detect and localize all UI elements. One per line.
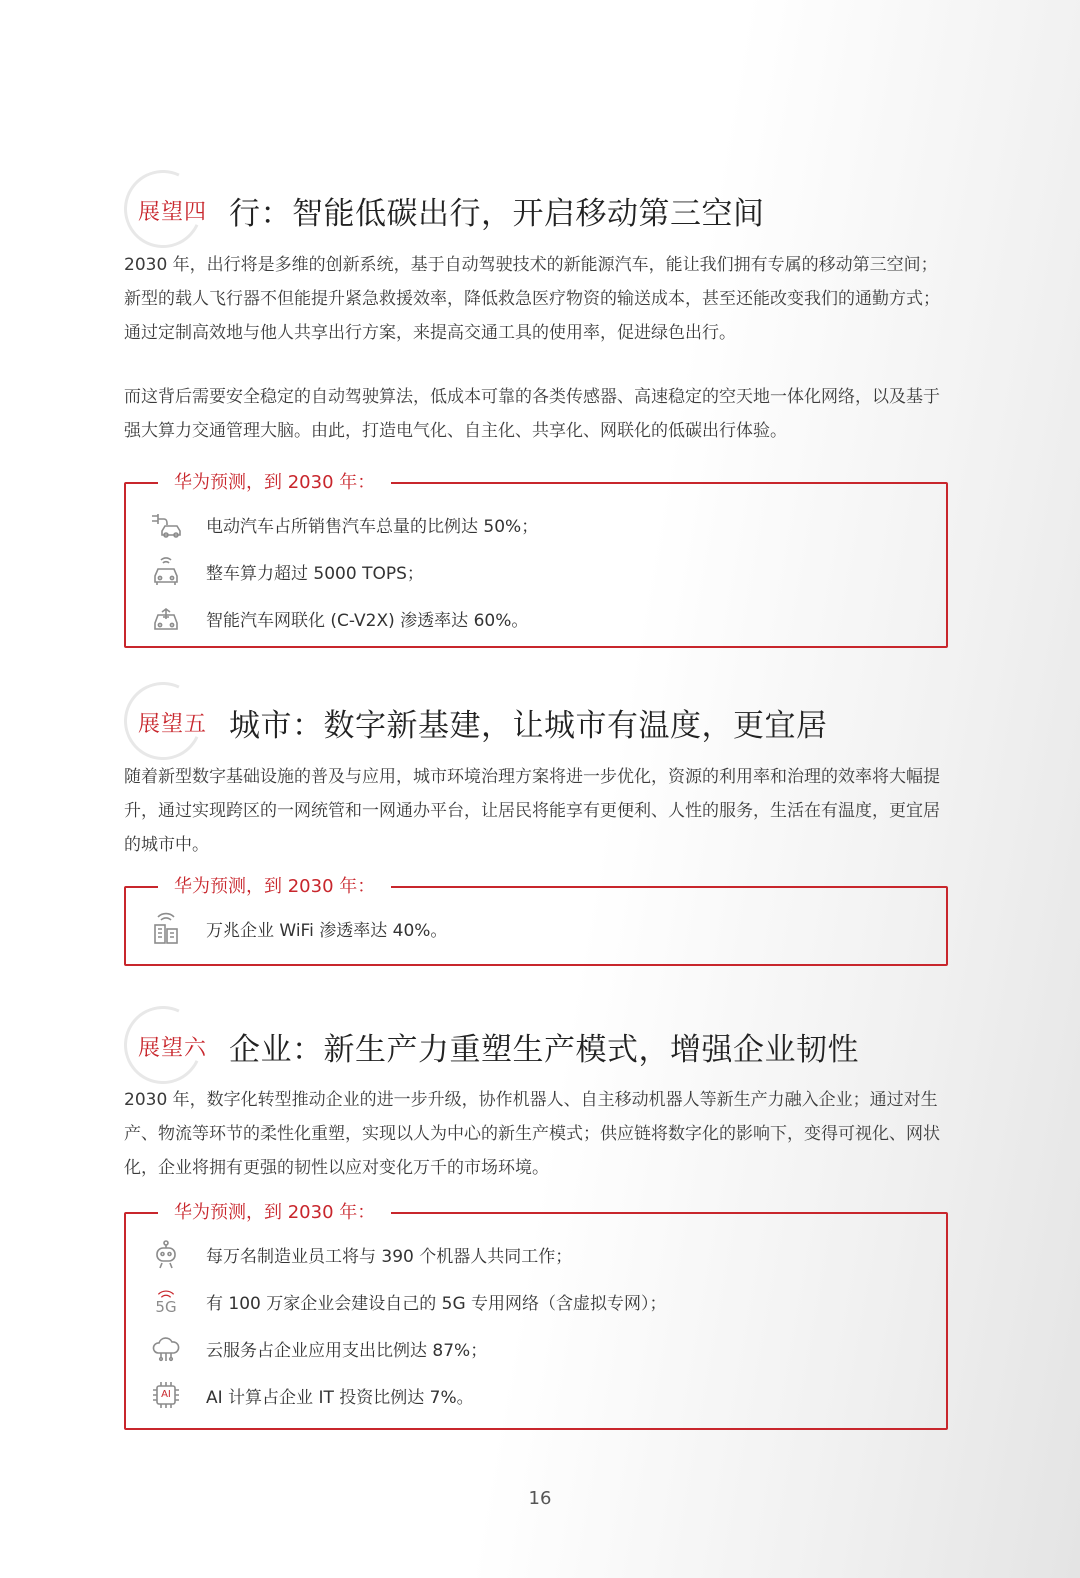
section-paragraph: 随着新型数字基础设施的普及与应用，城市环境治理方案将进一步优化，资源的利用率和治理的效率将大幅提升，通过实现跨区的一网统管和一网通办平台，让居民将能享有更便利、人性的服务，生活在有温度，更宜居的城市中。 (124, 767, 940, 855)
forecast-box (124, 1202, 948, 1430)
section-header-5 (124, 692, 828, 752)
forecast-label: 华为预测，到 2030 年： (158, 872, 391, 898)
forecast-text: 有 100 万家企业会建设自己的 5G 专用网络（含虚拟专网）； (206, 1293, 667, 1314)
robot-icon (148, 1236, 184, 1272)
page-number: 16 (528, 1488, 552, 1509)
section-tag: 展望四 (138, 199, 208, 225)
ev-charging-icon (148, 506, 184, 542)
section-title: 行：智能低碳出行，开启移动第三空间 (229, 195, 765, 232)
section-title: 城市：数字新基建，让城市有温度，更宜居 (229, 707, 828, 744)
forecast-text: 电动汽车占所销售汽车总量的比例达 50%； (206, 516, 539, 537)
section-title: 企业：新生产力重塑生产模式，增强企业韧性 (229, 1031, 860, 1068)
5g-icon (148, 1283, 184, 1319)
cloud-icon (148, 1330, 184, 1366)
forecast-text: AI 计算占企业 IT 投资比例达 7%。 (206, 1387, 474, 1408)
forecast-label: 华为预测，到 2030 年： (158, 1198, 391, 1224)
section-header-4 (124, 180, 765, 240)
forecast-item (148, 1281, 667, 1321)
forecast-label: 华为预测，到 2030 年： (158, 468, 391, 494)
forecast-text: 云服务占企业应用支出比例达 87%； (206, 1340, 488, 1361)
section-tag: 展望六 (138, 1035, 208, 1061)
forecast-item (148, 1375, 474, 1415)
forecast-text: 万兆企业 WiFi 渗透率达 40%。 (206, 920, 448, 941)
section-paragraph: 2030 年，数字化转型推动企业的进一步升级，协作机器人、自主移动机器人等新生产力融入企业；通过对生产、物流等环节的柔性化重塑，实现以人为中心的新生产模式；供应链将数字化的影响下，变得可视化、网状化，企业将拥有更强的韧性以应对变化万千的市场环境。 (124, 1090, 940, 1178)
forecast-item (148, 908, 447, 948)
forecast-text: 智能汽车网联化 (C-V2X) 渗透率达 60%。 (206, 610, 529, 631)
car-network-icon (148, 600, 184, 636)
forecast-text: 每万名制造业员工将与 390 个机器人共同工作； (206, 1246, 573, 1267)
section-header-6 (124, 1016, 859, 1076)
forecast-item (148, 551, 424, 591)
section-paragraph: 2030 年，出行将是多维的创新系统，基于自动驾驶技术的新能源汽车，能让我们拥有专属的移动第三空间；新型的载人飞行器不但能提升紧急救援效率，降低救急医疗物资的输送成本，甚至还能改变我们的通勤方式；通过定制高效地与他人共享出行方案，来提高交通工具的使用率，促进绿色出行。 (124, 255, 940, 343)
building-wifi-icon (148, 910, 184, 946)
ai-chip-icon-text: AI (161, 1389, 171, 1400)
forecast-item (148, 598, 528, 638)
forecast-item (148, 504, 538, 544)
connected-car-icon (148, 553, 184, 589)
forecast-box (124, 472, 948, 648)
forecast-text: 整车算力超过 5000 TOPS； (206, 563, 424, 584)
forecast-item (148, 1328, 487, 1368)
ai-chip-icon (148, 1377, 184, 1413)
section-tag: 展望五 (138, 711, 208, 737)
forecast-box (124, 876, 948, 966)
forecast-item (148, 1234, 572, 1274)
5g-icon-text: 5G (155, 1297, 177, 1316)
section-paragraph: 而这背后需要安全稳定的自动驾驶算法，低成本可靠的各类传感器、高速稳定的空天地一体化网络，以及基于强大算力交通管理大脑。由此，打造电气化、自主化、共享化、网联化的低碳出行体验。 (124, 387, 940, 441)
